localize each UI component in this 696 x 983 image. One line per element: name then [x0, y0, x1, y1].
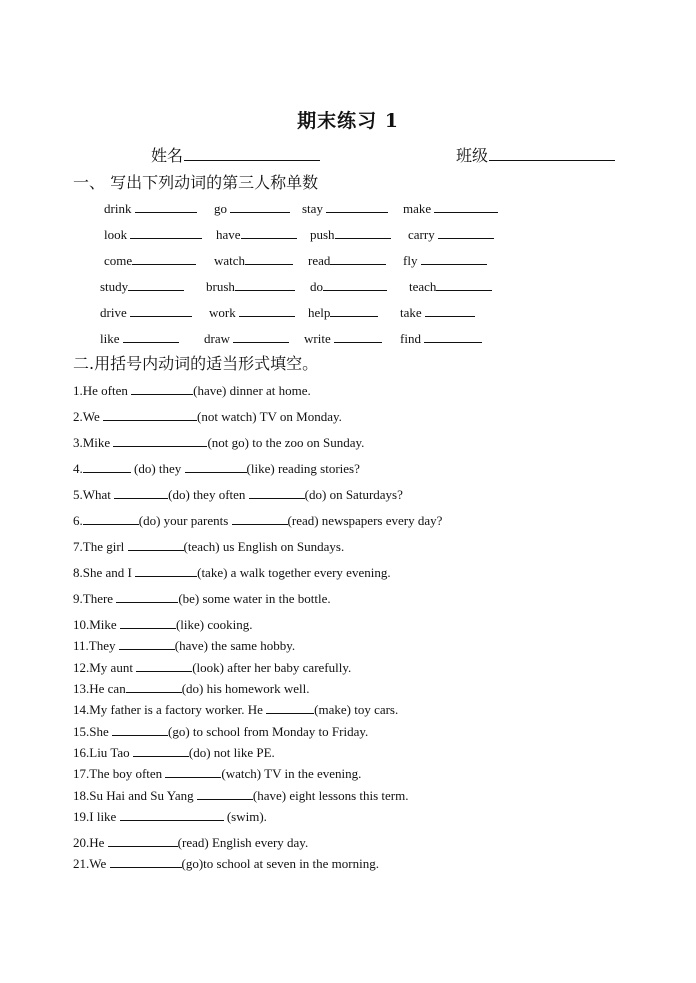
- answer-blank[interactable]: [114, 486, 168, 499]
- word-item: find: [400, 330, 482, 347]
- answer-blank[interactable]: [119, 637, 175, 650]
- answer-blank[interactable]: [230, 200, 290, 213]
- answer-blank[interactable]: [123, 330, 179, 343]
- answer-blank[interactable]: [436, 278, 492, 291]
- answer-blank[interactable]: [130, 304, 192, 317]
- exercise-line: 11.They (have) the same hobby.: [73, 638, 296, 653]
- answer-blank[interactable]: [185, 460, 247, 473]
- answer-blank[interactable]: [133, 744, 189, 757]
- word-item: draw: [204, 330, 289, 347]
- word-item: stay: [302, 200, 388, 217]
- exercise-line: 21.We (go)to school at seven in the morning.: [73, 856, 379, 871]
- answer-blank[interactable]: [103, 408, 197, 421]
- exercise-line: 15.She (go) to school from Monday to Friday.: [73, 724, 369, 739]
- answer-blank[interactable]: [438, 226, 494, 239]
- answer-blank[interactable]: [128, 278, 184, 291]
- answer-blank[interactable]: [326, 200, 388, 213]
- page-title: 期末练习 1: [297, 110, 399, 132]
- word-item: take: [400, 304, 475, 321]
- exercise-line: 16.Liu Tao (do) not like PE.: [73, 745, 275, 760]
- word-item: have: [216, 226, 297, 243]
- exercise-line: 1.He often (have) dinner at home.: [73, 383, 311, 398]
- word-item: go: [214, 200, 290, 217]
- exercise-line: 5.What (do) they often (do) on Saturdays?: [73, 487, 403, 502]
- exercise-line: 8.She and I (take) a walk together every evening.: [73, 565, 391, 580]
- answer-blank[interactable]: [197, 787, 253, 800]
- answer-blank[interactable]: [425, 304, 475, 317]
- word-item: like: [100, 330, 179, 347]
- word-item: drink: [104, 200, 197, 217]
- exercise-line: 12.My aunt (look) after her baby carefully.: [73, 660, 352, 675]
- exercise-line: 18.Su Hai and Su Yang (have) eight lessons this term.: [73, 788, 409, 803]
- word-item: fly: [403, 252, 487, 269]
- answer-blank[interactable]: [323, 278, 387, 291]
- answer-blank[interactable]: [112, 723, 168, 736]
- word-item: drive: [100, 304, 192, 321]
- answer-blank[interactable]: [241, 226, 297, 239]
- word-item: brush: [206, 278, 295, 295]
- exercise-line: 2.We (not watch) TV on Monday.: [73, 409, 342, 424]
- answer-blank[interactable]: [330, 304, 378, 317]
- word-item: help: [308, 304, 378, 321]
- word-item: read: [308, 252, 386, 269]
- exercise-line: 20.He (read) English every day.: [73, 835, 309, 850]
- exercise-line: 10.Mike (like) cooking.: [73, 617, 253, 632]
- answer-blank[interactable]: [421, 252, 487, 265]
- answer-blank[interactable]: [83, 512, 139, 525]
- exercise-line: 19.I like (swim).: [73, 809, 267, 824]
- name-field: [151, 143, 320, 166]
- section2-heading: 二.用括号内动词的适当形式填空。: [73, 354, 319, 373]
- word-item: study: [100, 278, 184, 295]
- answer-blank[interactable]: [126, 680, 182, 693]
- answer-blank[interactable]: [120, 808, 224, 821]
- exercise-line: 17.The boy often (watch) TV in the evening.: [73, 766, 362, 781]
- answer-blank[interactable]: [131, 382, 193, 395]
- word-item: make: [403, 200, 498, 217]
- section1-heading: 一、 写出下列动词的第三人称单数: [73, 173, 319, 192]
- answer-blank[interactable]: [249, 486, 305, 499]
- word-item: come: [104, 252, 196, 269]
- class-field: [456, 143, 615, 166]
- answer-blank[interactable]: [165, 765, 221, 778]
- answer-blank[interactable]: [334, 330, 382, 343]
- answer-blank[interactable]: [135, 200, 197, 213]
- name-blank[interactable]: [184, 145, 320, 161]
- exercise-line: 6. (do) your parents (read) newspapers every day?: [73, 513, 443, 528]
- answer-blank[interactable]: [330, 252, 386, 265]
- exercise-line: 3.Mike (not go) to the zoo on Sunday.: [73, 435, 365, 450]
- exercise-line: 7.The girl (teach) us English on Sundays.: [73, 539, 345, 554]
- exercise-line: 14.My father is a factory worker. He (make) toy cars.: [73, 702, 399, 717]
- answer-blank[interactable]: [335, 226, 391, 239]
- answer-blank[interactable]: [233, 330, 289, 343]
- word-item: push: [310, 226, 391, 243]
- class-blank[interactable]: [489, 145, 615, 161]
- word-item: look: [104, 226, 202, 243]
- exercise-line: 13.He can (do) his homework well.: [73, 681, 310, 696]
- answer-blank[interactable]: [424, 330, 482, 343]
- answer-blank[interactable]: [235, 278, 295, 291]
- answer-blank[interactable]: [110, 855, 182, 868]
- answer-blank[interactable]: [136, 659, 192, 672]
- answer-blank[interactable]: [245, 252, 293, 265]
- exercise-line: 4. (do) they (like) reading stories?: [73, 461, 360, 476]
- name-label: 姓名: [151, 146, 184, 165]
- word-item: write: [304, 330, 382, 347]
- answer-blank[interactable]: [132, 252, 196, 265]
- answer-blank[interactable]: [434, 200, 498, 213]
- answer-blank[interactable]: [83, 460, 131, 473]
- answer-blank[interactable]: [113, 434, 207, 447]
- answer-blank[interactable]: [116, 590, 178, 603]
- answer-blank[interactable]: [266, 701, 314, 714]
- word-item: watch: [214, 252, 293, 269]
- answer-blank[interactable]: [108, 834, 178, 847]
- word-item: do: [310, 278, 387, 295]
- answer-blank[interactable]: [120, 616, 176, 629]
- word-item: teach: [409, 278, 492, 295]
- exercise-line: 9.There (be) some water in the bottle.: [73, 591, 331, 606]
- answer-blank[interactable]: [135, 564, 197, 577]
- word-item: work: [209, 304, 295, 321]
- answer-blank[interactable]: [232, 512, 288, 525]
- answer-blank[interactable]: [128, 538, 184, 551]
- word-item: carry: [408, 226, 494, 243]
- class-label: 班级: [456, 146, 489, 165]
- answer-blank[interactable]: [130, 226, 202, 239]
- answer-blank[interactable]: [239, 304, 295, 317]
